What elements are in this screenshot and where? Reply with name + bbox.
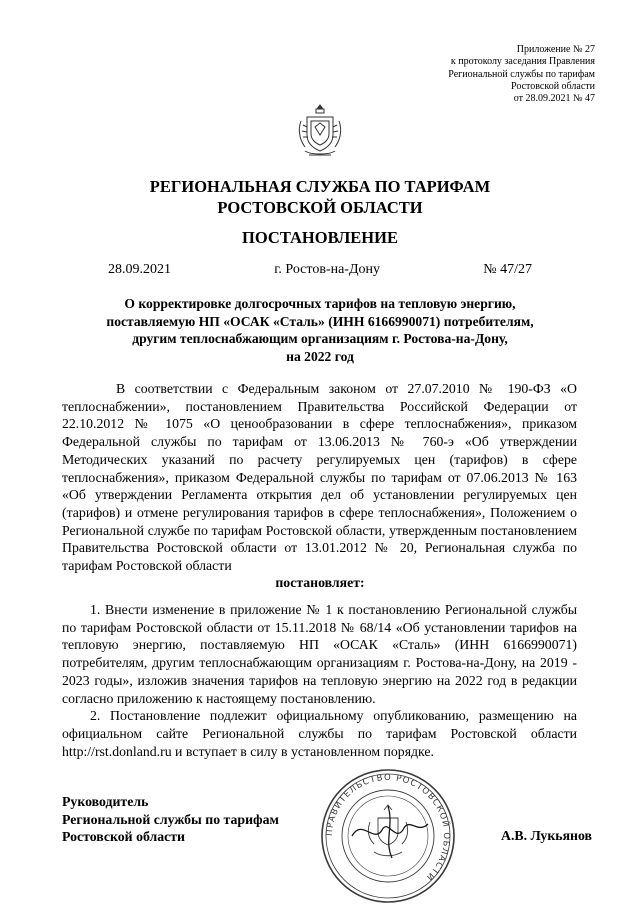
signatory-line: Ростовской области <box>62 829 186 844</box>
point-2: 2. Постановление подлежит официальному опубликованию, размещению на официальном сайте Региональной службы по тарифам Ростовской области http://rst.donland.ru и вступает в силу в установленном порядке. <box>62 708 577 759</box>
subject-line: поставляемую НП «ОСАК «Сталь» (ИНН 6166990071) потребителям, <box>106 313 534 329</box>
appendix-line: Ростовской области <box>511 80 595 92</box>
document-type: ПОСТАНОВЛЕНИЕ <box>242 228 398 247</box>
document-number: № 47/27 <box>483 262 532 277</box>
official-seal-icon <box>318 766 458 906</box>
coat-of-arms-icon <box>297 103 343 159</box>
appendix-line: от 28.09.2021 № 47 <box>513 93 595 105</box>
subject-line: на 2022 год <box>286 348 354 364</box>
signatory-line: Руководитель <box>62 794 149 809</box>
appendix-line: к протоколу заседания Правления <box>450 56 595 68</box>
subject-line: другим теплоснабжающим организациям г. Ростова-на-Дону, <box>132 331 508 346</box>
appendix-line: Региональной службы по тарифам <box>448 68 595 80</box>
document-date: 28.09.2021 <box>108 262 171 277</box>
document-city: г. Ростов-на-Дону <box>274 262 381 277</box>
seal-text: ПРАВИТЕЛЬСТВО РОСТОВСКОЙ ОБЛАСТИ <box>324 772 452 883</box>
preamble-section <box>62 380 577 575</box>
preamble-paragraph: В соответствии с Федеральным законом от 27.07.2010 № 190-ФЗ «О теплоснабжении», постановлением Правительства Российской Федерации от 22.10.2012 № 1075 «О ценообразовании в сфере теплоснабжения», приказом Федеральной службы по тарифам от 13.06.2013 № 760-э «Об утверждении Методических указаний по расчету регулируемых цен (тарифов) в сфере теплоснабжения», приказом Федеральной службы по тарифам от 07.06.2013 № 163 «Об утверждении Регламента открытия дел об установлении регулируемых цен (тарифов) и отмене регулирования тарифов в сфере теплоснабжения», Положением о Региональной службе по тарифам Ростовской области, утвержденным постановлением Правительства Ростовской области от 13.01.2012 № 20, Региональная служба по тарифам Ростовской области <box>62 381 577 574</box>
decree-word: постановляет: <box>275 575 365 590</box>
point-1: 1. Внести изменение в приложение № 1 к постановлению Региональной службы по тарифам Ростовской области от 15.11.2018 № 68/14 «Об установлении тарифов на тепловую энергию, поставляемую НП «ОСАК «Сталь» (ИНН 6166990071) потребителям, другим теплоснабжающим организациям г. Ростова-на-Дону, на 2019 - 2023 годы», изложив значения тарифов на тепловую энергию на 2022 год в редакции согласно приложению к настоящему постановлению. <box>62 602 577 706</box>
subject-line: О корректировке долгосрочных тарифов на тепловую энергию, <box>124 296 516 311</box>
org-name-line2: РОСТОВСКОЙ ОБЛАСТИ <box>217 198 423 217</box>
org-name-line1: РЕГИОНАЛЬНАЯ СЛУЖБА ПО ТАРИФАМ <box>149 177 491 196</box>
appendix-note <box>335 44 595 105</box>
signatory-line: Региональной службы по тарифам <box>62 811 279 827</box>
signatory-block <box>62 793 279 846</box>
appendix-line: Приложение № 27 <box>516 44 595 55</box>
document-subject <box>60 295 580 365</box>
signatory-name: А.В. Лукьянов <box>500 828 592 843</box>
decree-points <box>62 601 577 760</box>
document-meta <box>108 262 532 278</box>
